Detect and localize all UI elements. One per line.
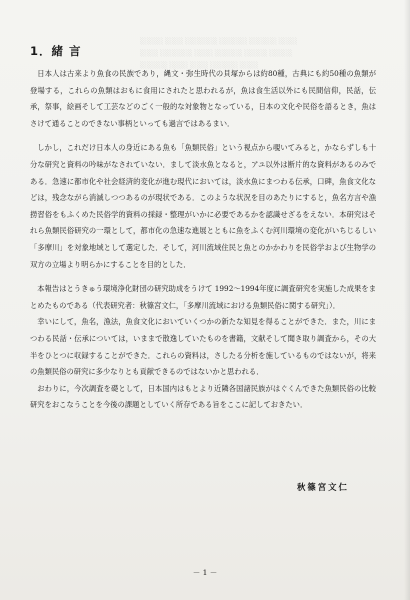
- paragraph: おわりに，今次調査を礎として，日本国内はもとより近隣各国諸民族がはぐくんできた魚類民俗の比較研究をおこなうことを今後の課題としていく所存である旨をここに記しておきたい．: [30, 383, 376, 410]
- paragraph: 幸いにして，魚名，漁法，魚食文化においていくつかの新たな知見を得ることができた．また，川にまつわる民話・伝承については，いままで散逸していたものを書籍，文献そして聞き取り調査から，その大半をひとつに収録することができた．これらの資料は，さしたる分析を施しているものではないが，将来の魚類民俗の研究に多少なりとも貢献できるのではないかと思われる．: [30, 317, 376, 377]
- body-text: [30, 66, 376, 414]
- author-name: 秋篠宮文仁: [297, 482, 349, 492]
- paragraph: 本報告はとうきゅう環境浄化財団の研究助成をうけて 1992～1994年度に調査研究を実施した成果をまとめたものである（代表研究者：秋篠宮文仁，「多摩川流域における魚類民俗に関する研究」）．: [30, 284, 376, 310]
- page-number: － 1 －: [192, 568, 218, 577]
- paragraph: 日本人は古来より魚食の民族であり，縄文・弥生時代の貝塚からは約80種，古典にも約50種の魚類が登場する，これらの魚類はおもに食用にされたと思われるが，魚は食生活以外にも民間信仰，民話，伝承，祭事，絵画そして工芸などのごく一般的な対象物となっている，日本の文化や民俗を語るとき，魚はさけて通ることのできない事柄といっても過言ではあるまい．: [30, 69, 376, 128]
- bleed-through-text: ░░░░░ ░░░░ ░░░░░░░ ░░░░░░ ░░░░░░ ░░░░ ░░░░ ░░░░░░░ ░░░░ ░░░░░░ ░░░░░ ░░░░░ ░░░░░░ ░░░░ ░░░░ ░░░░░░ ░░░░: [140, 38, 298, 69]
- page-edge-shadow: [404, 0, 410, 600]
- section-heading: 1．緒 言: [30, 44, 82, 58]
- paragraph: しかし，これだけ日本人の身近にある魚も「魚類民俗」という視点から覗いてみると，かならずしも十分な研究と資料の吟味がなされていない．まして淡水魚となると，アユ以外は断片的な資料があるのみである．急速に都市化や社会経済的変化が進む現代においては，淡水魚にまつわる伝承，口碑，魚食文化などは，残念ながら消滅しつつあるのが現状である．このような状況を目のあたりにすると，魚名方言や漁撈習俗をもふくめた民俗学的資料の採録・整理がいかに必要であるかを認識せざるをえない．本研究はそれら魚類民俗研究の一環として，都市化の急速な進展とともに魚をふくむ河川環境の変化がいちじるしい「多摩川」を対象地域として選定した．そして，河川流域住民と魚とのかかわりを民俗学および生物学の双方の立場より明らかにすることを目的とした．: [30, 143, 376, 269]
